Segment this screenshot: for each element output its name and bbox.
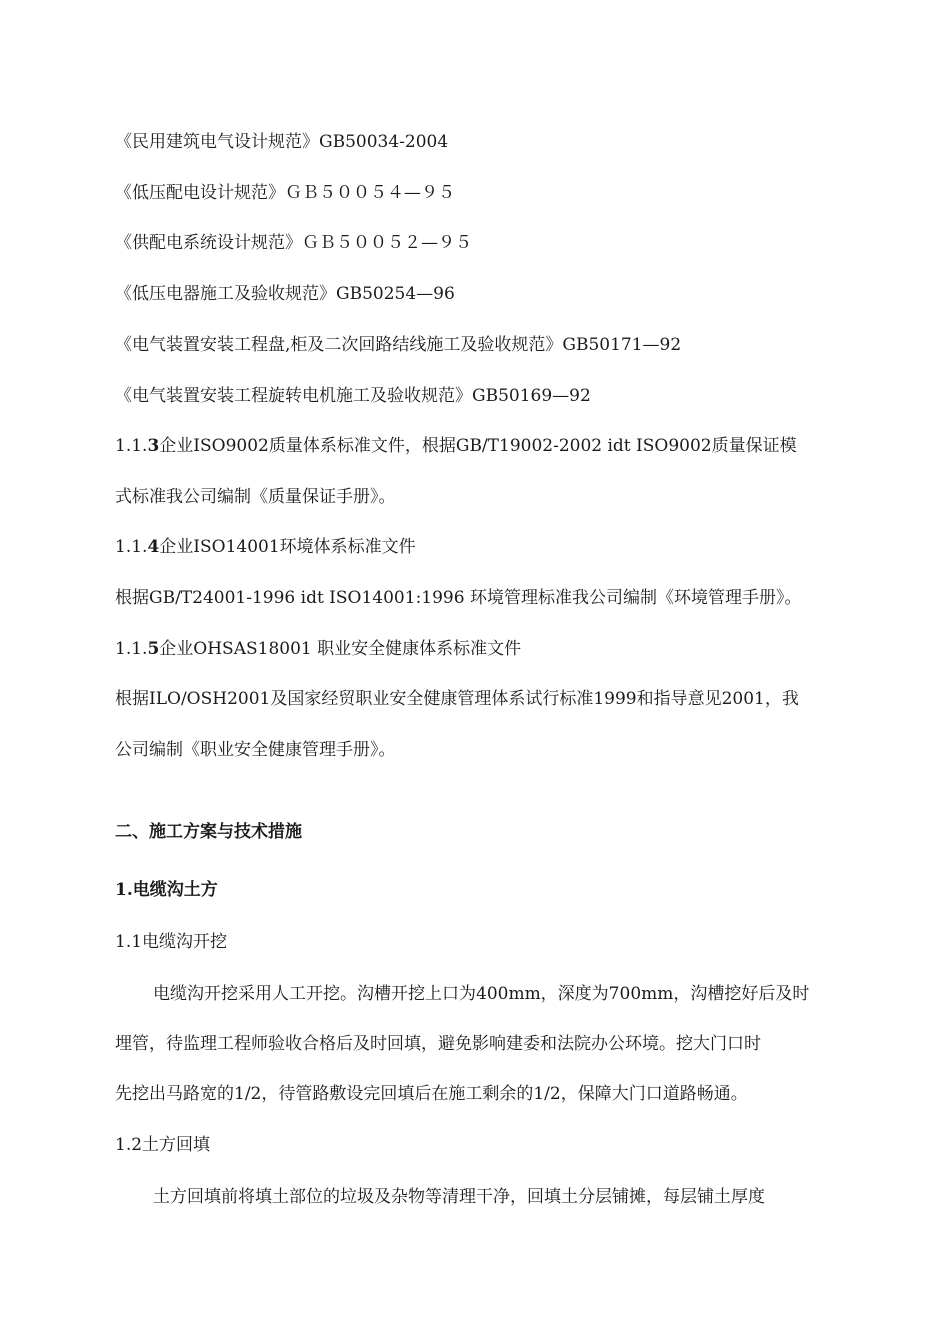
subsection-1-2-title: 1.2土方回填 xyxy=(115,1135,211,1155)
section-1-1-5-body: 根据ILO/OSH2001及国家经贸职业安全健康管理体系试行标准1999和指导意见2001，我 xyxy=(115,689,799,709)
section-number-bold: 5 xyxy=(147,639,160,659)
subsection-1-heading: 1.电缆沟土方 xyxy=(115,880,218,900)
section-1-1-4-body: 根据GB/T24001-1996 idt ISO14001:1996 环境管理标准我公司编制《环境管理手册》。 xyxy=(115,588,802,608)
section-title: 企业OHSAS18001 职业安全健康体系标准文件 xyxy=(159,639,522,659)
section-number-bold: 4 xyxy=(147,537,160,557)
section-title: 企业ISO14001环境体系标准文件 xyxy=(159,537,416,557)
section-1-1-5 xyxy=(115,637,521,661)
section-number: 1.1. xyxy=(115,537,148,557)
subsection-1-1-title: 1.1电缆沟开挖 xyxy=(115,932,228,952)
section-number: 1.1. xyxy=(115,436,148,456)
paragraph-line: 电缆沟开挖采用人工开挖。沟槽开挖上口为400mm，深度为700mm，沟槽挖好后及时 xyxy=(153,984,810,1004)
section-1-1-5-body: 公司编制《职业安全健康管理手册》。 xyxy=(115,740,396,760)
paragraph-line: 土方回填前将填土部位的垃圾及杂物等清理干净，回填土分层铺摊，每层铺土厚度 xyxy=(153,1187,765,1207)
reference-item: 《供配电系统设计规范》ＧＢ５００５２—９５ xyxy=(115,233,472,253)
section-text: 企业ISO9002质量体系标准文件，根据GB/T19002-2002 idt ISO9002质量保证模 xyxy=(159,436,797,456)
section-1-1-3-continued: 式标准我公司编制《质量保证手册》。 xyxy=(115,487,396,507)
section-number: 1.1. xyxy=(115,639,148,659)
paragraph-line: 先挖出马路宽的1/2，待管路敷设完回填后在施工剩余的1/2，保障大门口道路畅通。 xyxy=(115,1084,748,1104)
reference-item: 《电气装置安装工程盘,柜及二次回路结线施工及验收规范》GB50171—92 xyxy=(115,335,682,355)
reference-item: 《民用建筑电气设计规范》GB50034-2004 xyxy=(115,132,449,152)
paragraph-line: 埋管，待监理工程师验收合格后及时回填，避免影响建委和法院办公环境。挖大门口时 xyxy=(115,1034,761,1054)
section-number-bold: 3 xyxy=(147,436,160,456)
reference-item: 《低压配电设计规范》ＧＢ５００５４—９５ xyxy=(115,183,455,203)
section-2-heading: 二、施工方案与技术措施 xyxy=(115,822,302,842)
reference-item: 《电气装置安装工程旋转电机施工及验收规范》GB50169—92 xyxy=(115,386,591,406)
reference-item: 《低压电器施工及验收规范》GB50254—96 xyxy=(115,284,455,304)
section-1-1-4 xyxy=(115,535,416,559)
section-1-1-3 xyxy=(115,434,797,458)
